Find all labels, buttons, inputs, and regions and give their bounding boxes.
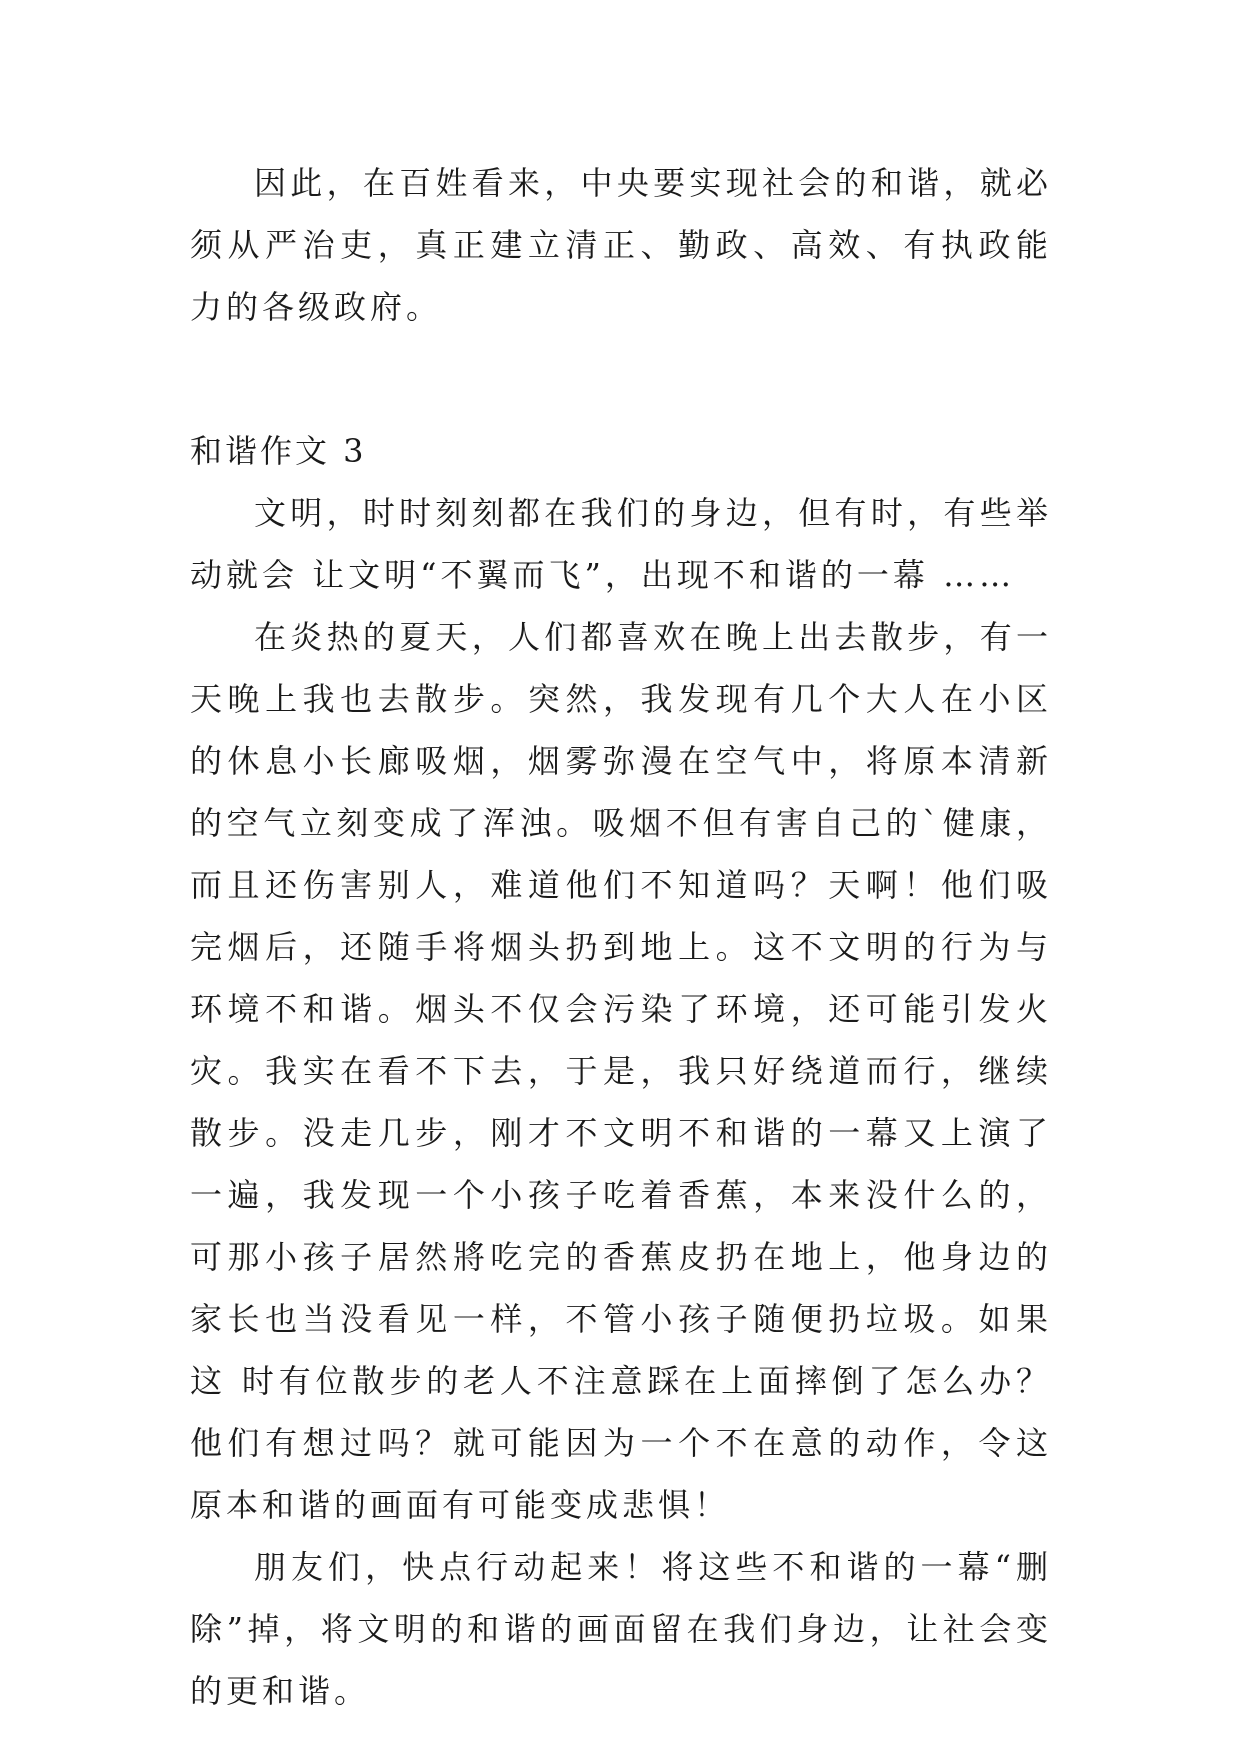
intro-paragraph: 因此，在百姓看来，中央要实现社会的和谐，就必须从严治吏，真正建立清正、勤政、高效、有执政能力的各级政府。 xyxy=(190,164,1052,326)
paragraph-1: 文明，时时刻刻都在我们的身边，但有时，有些举动就会 让文明“不翼而飞”，出现不和谐的一幕 …… xyxy=(190,494,1052,594)
section-title: 和谐作文 3 xyxy=(190,432,367,470)
paragraph-2: 在炎热的夏天，人们都喜欢在晚上出去散步，有一天晚上我也去散步。突然，我发现有几个大人在小区的休息小长廊吸烟，烟雾弥漫在空气中，将原本清新的空气立刻变成了浑浊。吸烟不但有害自己的`健康，而且还伤害别人，难道他们不知道吗？天啊！他们吸完烟后，还随手将烟头扔到地上。这不文明的行为与环境不和谐。烟头不仅会污染了环境，还可能引发火灾。我实在看不下去，于是，我只好绕道而行，继续散步。没走几步，刚才不文明不和谐的一幕又上演了一遍，我发现一个小孩子吃着香蕉，本来没什么的，可那小孩子居然將吃完的香蕉皮扔在地上，他身边的家长也当没看见一样，不管小孩子随便扔垃圾。如果这 时有位散步的老人不注意踩在上面摔倒了怎么办？他们有想过吗？就可能因为一个不在意的动作，令这原本和谐的画面有可能变成悲惧！ xyxy=(190,618,1052,1524)
paragraph-3: 朋友们，快点行动起来！将这些不和谐的一幕“删除”掉，将文明的和谐的画面留在我们身边，让社会变的更和谐。 xyxy=(190,1548,1052,1710)
document-page xyxy=(190,152,1052,1722)
